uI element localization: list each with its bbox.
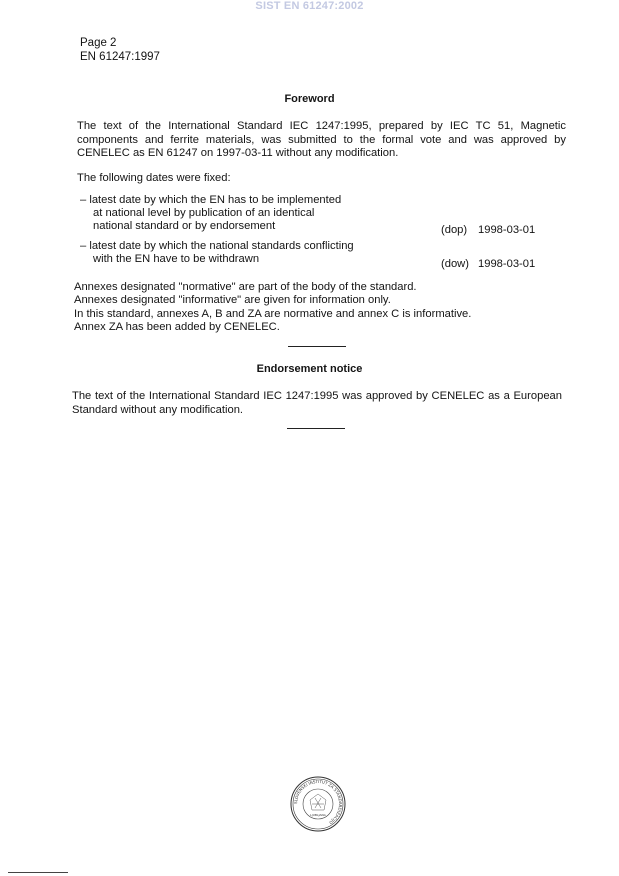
date-item-2-date: 1998-03-01 — [478, 258, 536, 270]
annex-line-4: Annex ZA has been added by CENELEC. — [74, 321, 280, 333]
date-item-1-line-1: – latest date by which the EN has to be implemented — [80, 194, 342, 206]
date-item-1-line-2: at national level by publication of an identical — [93, 207, 315, 219]
section-divider — [288, 346, 346, 347]
foreword-intro: The text of the International Standard IEC 1247:1995, prepared by IEC TC 51, Magnetic components and ferrite materials, was submitted to the formal vote and was approved by CENELEC as EN 61247 on 1997-03-11 without any modification. — [77, 120, 566, 160]
date-item-2-line-1: – latest date by which the national standards conflicting — [80, 240, 354, 252]
date-item-1-line-3: national standard or by endorsement — [93, 220, 276, 232]
endorsement-title: Endorsement notice — [256, 363, 363, 375]
annex-line-3: In this standard, annexes A, B and ZA are normative and annex C is informative. — [74, 308, 472, 320]
date-item-2-line-2: with the EN have to be withdrawn — [93, 253, 260, 265]
foreword-title: Foreword — [284, 93, 335, 105]
annex-line-2: Annexes designated "informative" are given for information only. — [74, 294, 391, 306]
scan-edge-mark — [8, 872, 68, 873]
endorsement-text: The text of the International Standard IEC 1247:1995 was approved by CENELEC as a European Standard without any modification. — [72, 390, 562, 416]
page-number: Page 2 — [80, 37, 117, 49]
end-divider — [287, 428, 345, 429]
institute-seal-icon — [290, 776, 346, 832]
standard-number: EN 61247:1997 — [80, 51, 160, 63]
date-item-1-date: 1998-03-01 — [478, 224, 536, 236]
date-item-1-abbr: (dop) — [441, 224, 468, 236]
seal-inner-text: LJUBLJANA — [310, 813, 326, 817]
annex-line-1: Annexes designated "normative" are part of the body of the standard. — [74, 281, 417, 293]
seal-outer-text: SLOVENSKI INŠTITUT ZA STANDARDIZACIJO — [292, 778, 344, 826]
watermark: SIST EN 61247:2002 — [255, 0, 364, 12]
dates-intro: The following dates were fixed: — [77, 172, 231, 184]
date-item-2-abbr: (dow) — [441, 258, 469, 270]
